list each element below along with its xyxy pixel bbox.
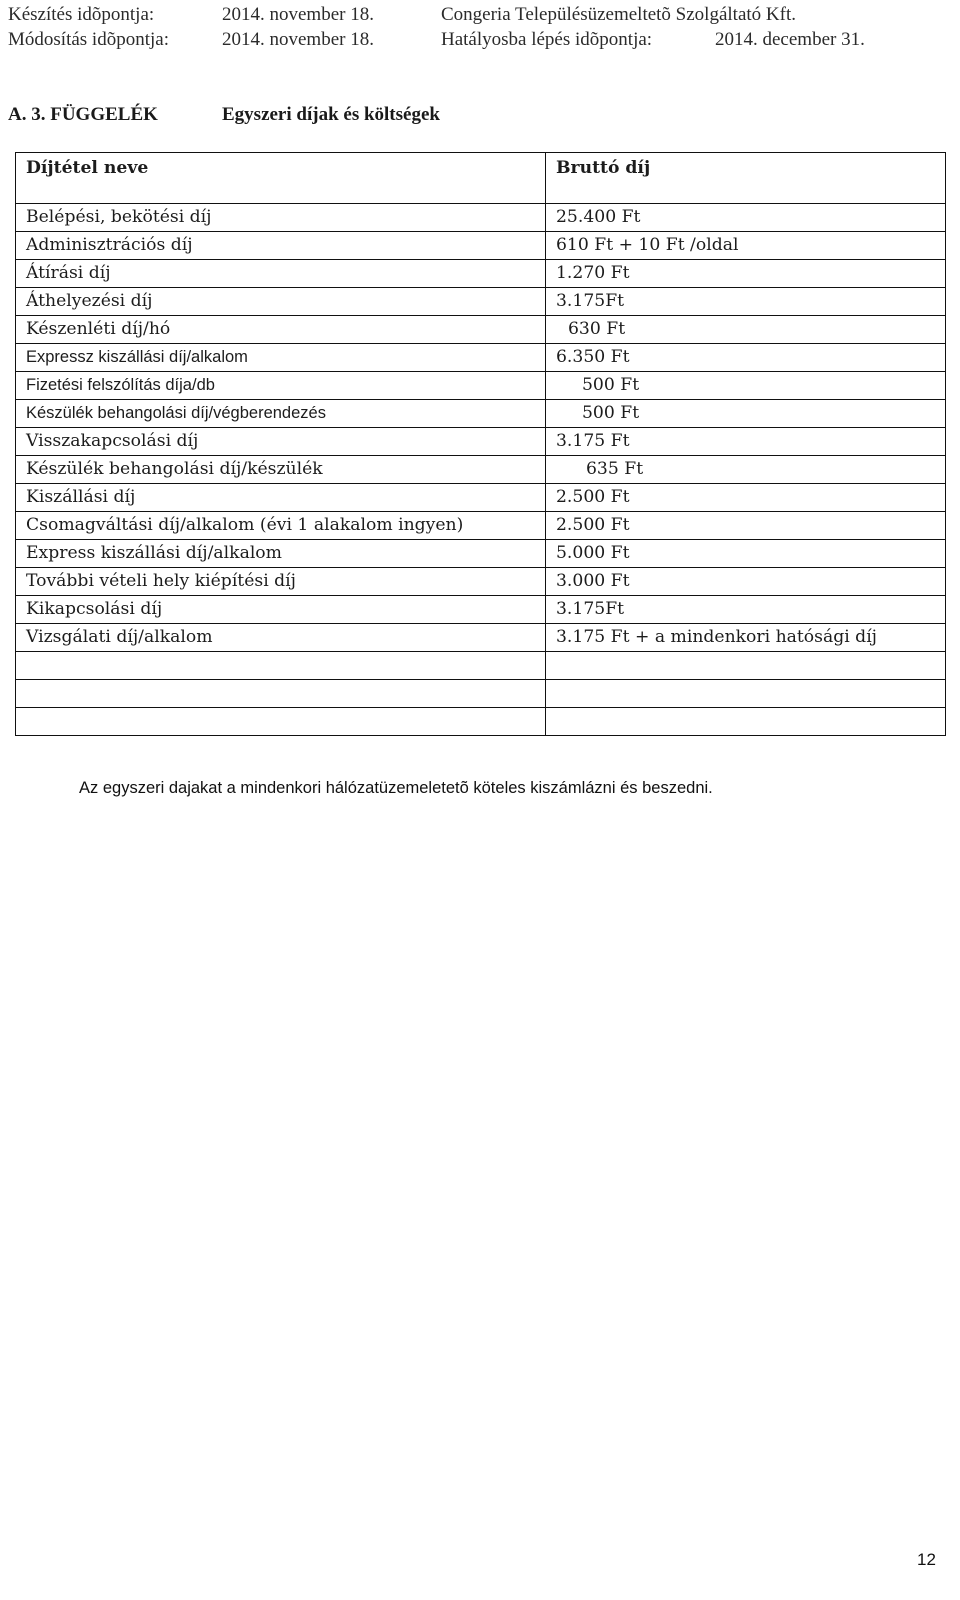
fee-amount: 610 Ft + 10 Ft /oldal xyxy=(546,232,946,260)
table-row xyxy=(16,596,946,624)
column-header-fee: Bruttó díj xyxy=(546,153,946,204)
fee-name: Áthelyezési díj xyxy=(16,288,546,316)
table-row xyxy=(16,428,946,456)
fee-amount: 1.270 Ft xyxy=(546,260,946,288)
modified-label: Módosítás idõpontja: xyxy=(8,29,169,50)
empty-cell xyxy=(16,652,546,680)
table-row xyxy=(16,232,946,260)
table-row xyxy=(16,344,946,372)
empty-row xyxy=(16,652,946,680)
fee-amount: 500 Ft xyxy=(546,400,946,428)
fee-amount: 630 Ft xyxy=(546,316,946,344)
fee-name: Készenléti díj/hó xyxy=(16,316,546,344)
created-label: Készítés idõpontja: xyxy=(8,4,155,25)
fee-amount: 3.175 Ft + a mindenkori hatósági díj xyxy=(546,624,946,652)
empty-cell xyxy=(16,708,546,736)
table-header-row xyxy=(16,153,946,204)
fee-name: Kikapcsolási díj xyxy=(16,596,546,624)
empty-row xyxy=(16,708,946,736)
empty-cell xyxy=(546,652,946,680)
fee-amount: 2.500 Ft xyxy=(546,484,946,512)
modified-date: 2014. november 18. xyxy=(222,29,374,50)
fee-amount: 3.175Ft xyxy=(546,288,946,316)
fee-amount: 25.400 Ft xyxy=(546,204,946,232)
table-row xyxy=(16,400,946,428)
table-row xyxy=(16,372,946,400)
table-row xyxy=(16,204,946,232)
empty-cell xyxy=(16,680,546,708)
table-row xyxy=(16,288,946,316)
fee-amount: 635 Ft xyxy=(546,456,946,484)
fee-name: Átírási díj xyxy=(16,260,546,288)
fee-amount: 2.500 Ft xyxy=(546,512,946,540)
fee-name: Fizetési felszólítás díja/db xyxy=(16,372,546,400)
fee-amount: 3.175 Ft xyxy=(546,428,946,456)
fee-name: Belépési, bekötési díj xyxy=(16,204,546,232)
effective-label: Hatályosba lépés idõpontja: xyxy=(441,29,653,50)
fee-name: Készülék behangolási díj/készülék xyxy=(16,456,546,484)
fee-name: Express kiszállási díj/alkalom xyxy=(16,540,546,568)
fee-amount: 3.000 Ft xyxy=(546,568,946,596)
fee-name: További vételi hely kiépítési díj xyxy=(16,568,546,596)
table-row xyxy=(16,568,946,596)
fee-amount: 5.000 Ft xyxy=(546,540,946,568)
table-row xyxy=(16,484,946,512)
created-date: 2014. november 18. xyxy=(222,4,374,25)
table-row xyxy=(16,540,946,568)
fee-name: Készülék behangolási díj/végberendezés xyxy=(16,400,546,428)
table-row xyxy=(16,624,946,652)
table-row xyxy=(16,260,946,288)
fee-name: Adminisztrációs díj xyxy=(16,232,546,260)
fee-name: Expressz kiszállási díj/alkalom xyxy=(16,344,546,372)
fee-name: Visszakapcsolási díj xyxy=(16,428,546,456)
company-name: Congeria Településüzemeltetõ Szolgáltató Kft. xyxy=(441,4,796,25)
fee-name: Csomagváltási díj/alkalom (évi 1 alakalom ingyen) xyxy=(16,512,546,540)
section-title: Egyszeri díjak és költségek xyxy=(222,104,440,125)
fee-name: Vizsgálati díj/alkalom xyxy=(16,624,546,652)
effective-date: 2014. december 31. xyxy=(715,29,865,50)
table-row xyxy=(16,316,946,344)
table-row xyxy=(16,456,946,484)
footnote: Az egyszeri dajakat a mindenkori hálózatüzemeletetõ köteles kiszámlázni és beszedni. xyxy=(79,779,713,797)
table-row xyxy=(16,512,946,540)
column-header-name: Díjtétel neve xyxy=(16,153,546,204)
fee-amount: 3.175Ft xyxy=(546,596,946,624)
fee-name: Kiszállási díj xyxy=(16,484,546,512)
fee-table xyxy=(15,152,946,736)
page-number: 12 xyxy=(917,1550,936,1569)
empty-cell xyxy=(546,708,946,736)
fee-amount: 500 Ft xyxy=(546,372,946,400)
empty-cell xyxy=(546,680,946,708)
appendix-label: A. 3. FÜGGELÉK xyxy=(8,104,158,125)
fee-amount: 6.350 Ft xyxy=(546,344,946,372)
empty-row xyxy=(16,680,946,708)
